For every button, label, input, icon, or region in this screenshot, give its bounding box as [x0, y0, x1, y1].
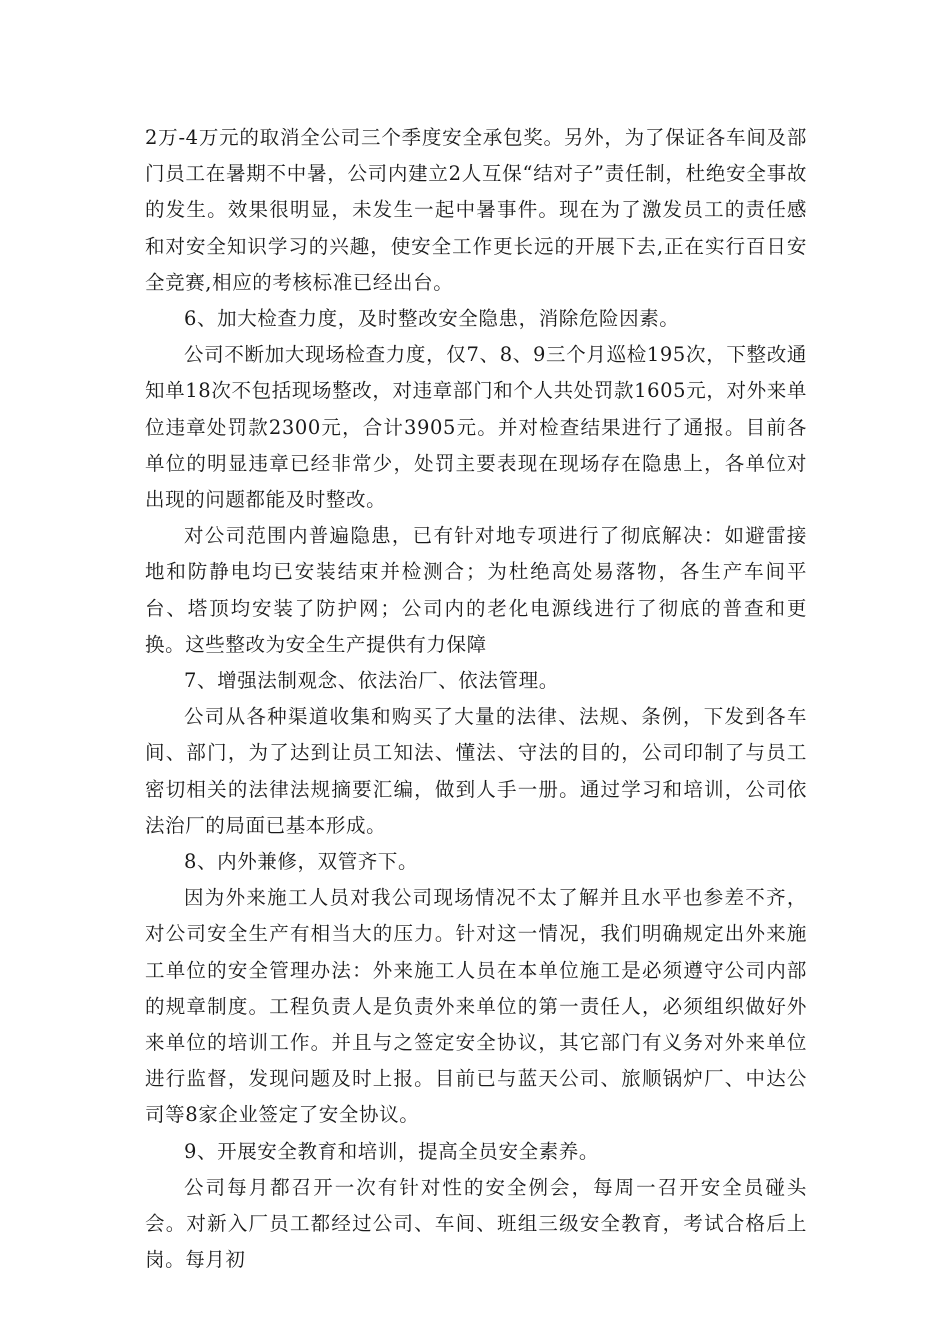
document-body: [145, 120, 807, 1279]
paragraph: 因为外来施工人员对我公司现场情况不太了解并且水平也参差不齐，对公司安全生产有相当大的压力。针对这一情况，我们明确规定出外来施工单位的安全管理办法：外来施工人员在本单位施工是必须遵守公司内部的规章制度。工程负责人是负责外来单位的第一责任人，必须组织做好外来单位的培训工作。并且与之签定安全协议，其它部门有义务对外来单位进行监督，发现问题及时上报。目前已与蓝天公司、旅顺锅炉厂、中达公司等8家企业签定了安全协议。: [145, 886, 807, 1127]
section-heading-8: 8、内外兼修，双管齐下。: [184, 850, 419, 874]
section-heading-7: 7、增强法制观念、依法治厂、依法管理。: [184, 669, 559, 693]
paragraph: 公司从各种渠道收集和购买了大量的法律、法规、条例，下发到各车间、部门，为了达到让员工知法、懂法、守法的目的，公司印制了与员工密切相关的法律法规摘要汇编，做到人手一册。通过学习和培训，公司依法治厂的局面已基本形成。: [145, 705, 807, 837]
section-heading-9: 9、开展安全教育和培训，提高全员安全素养。: [184, 1139, 600, 1163]
paragraph: 公司不断加大现场检查力度，仅7、8、9三个月巡检195次，下整改通知单18次不包括现场整改，对违章部门和个人共处罚款1605元，对外来单位违章处罚款2300元，合计3905元。并对检查结果进行了通报。目前各单位的明显违章已经非常少，处罚主要表现在现场存在隐患上，各单位对出现的问题都能及时整改。: [145, 343, 807, 512]
paragraph: 对公司范围内普遍隐患，已有针对地专项进行了彻底解决：如避雷接地和防静电均已安装结束并检测合；为杜绝高处易落物，各生产车间平台、塔顶均安装了防护网；公司内的老化电源线进行了彻底的普查和更换。这些整改为安全生产提供有力保障: [145, 524, 807, 656]
section-heading-6: 6、加大检查力度，及时整改安全隐患，消除危险因素。: [184, 307, 680, 331]
paragraph: 公司每月都召开一次有针对性的安全例会，每周一召开安全员碰头会。对新入厂员工都经过公司、车间、班组三级安全教育，考试合格后上岗。每月初: [145, 1175, 807, 1272]
paragraph-continuation: 2万-4万元的取消全公司三个季度安全承包奖。另外，为了保证各车间及部门员工在暑期不中暑，公司内建立2人互保“结对子”责任制，杜绝安全事故的发生。效果很明显，未发生一起中暑事件。现在为了激发员工的责任感和对安全知识学习的兴趣，使安全工作更长远的开展下去,正在实行百日安全竞赛,相应的考核标准已经出台。: [145, 126, 807, 294]
